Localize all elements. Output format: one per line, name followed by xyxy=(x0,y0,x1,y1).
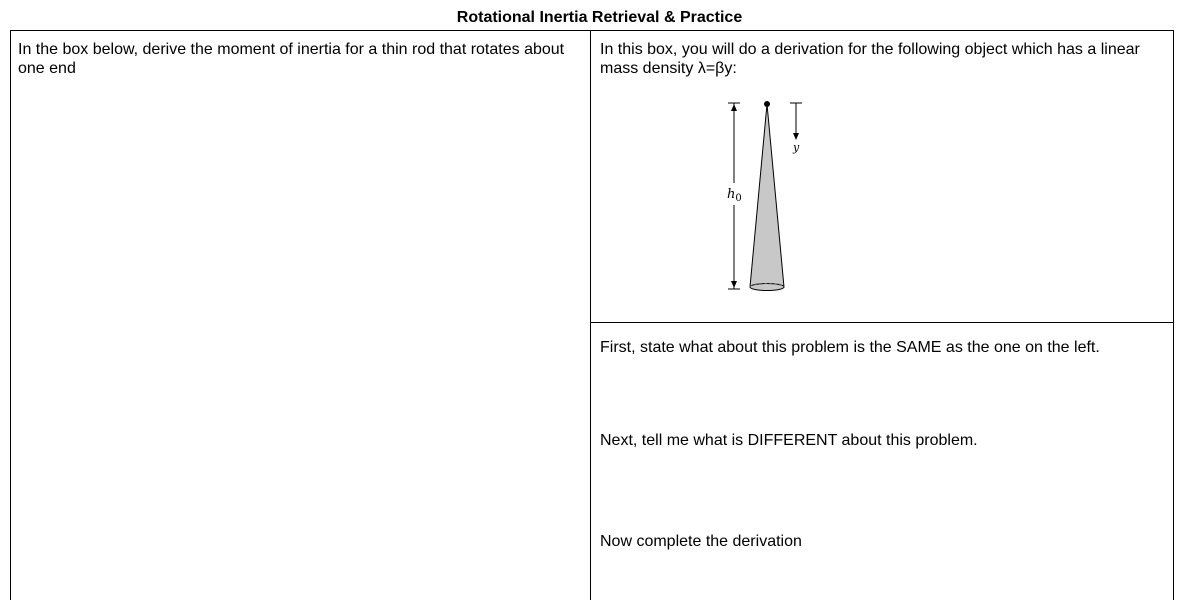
complete-prompt: Now complete the derivation xyxy=(600,533,802,550)
cone-diagram xyxy=(719,101,819,301)
height-dimension xyxy=(725,103,745,289)
cone-shape xyxy=(750,101,784,291)
page-title: Rotational Inertia Retrieval & Practice xyxy=(456,9,743,26)
worksheet-table xyxy=(10,30,1174,600)
y-axis-label: y xyxy=(793,141,800,154)
left-prompt: In the box below, derive the moment of inertia for a thin rod that rotates about one end xyxy=(18,41,565,77)
right-derivation-box[interactable] xyxy=(591,31,1173,323)
same-prompt: First, state what about this problem is the SAME as the one on the left. xyxy=(600,339,1100,356)
pivot-point xyxy=(764,101,770,107)
height-label: $h_0$ xyxy=(727,187,742,204)
left-derivation-box[interactable] xyxy=(11,31,591,600)
y-axis-arrow xyxy=(790,103,802,154)
different-prompt: Next, tell me what is DIFFERENT about this problem. xyxy=(600,432,978,449)
right-prompts-box[interactable] xyxy=(591,323,1173,601)
right-intro: In this box, you will do a derivation for the following object which has a linear mass density λ=βy: xyxy=(600,41,1140,77)
